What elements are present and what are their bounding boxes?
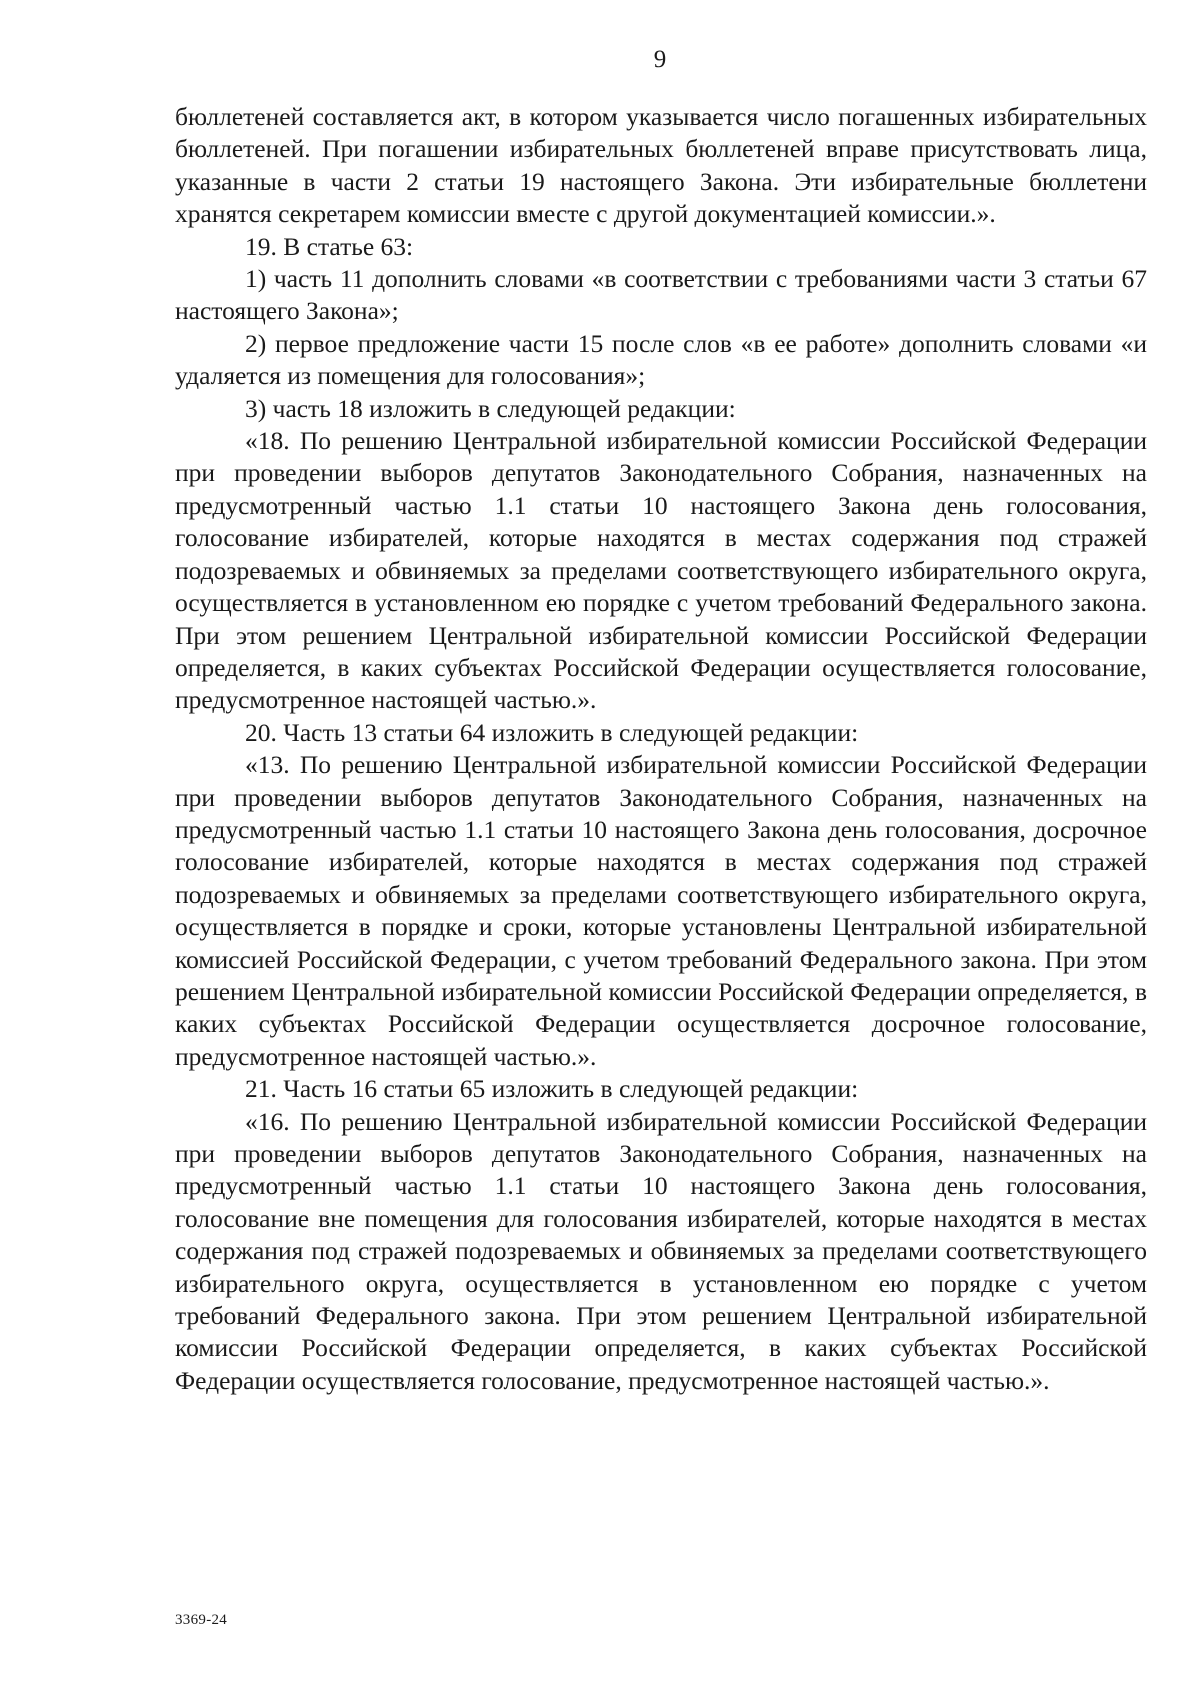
- document-code: 3369-24: [175, 1612, 228, 1628]
- paragraph-continuation: бюллетеней составляется акт, в котором указывается число погашенных избирательных бюллетеней. При погашении избирательных бюллетеней вправе присутствовать лица, указанные в части 2 статьи 19 настоящего Закона. Эти избирательные бюллетени хранятся секретарем комиссии вместе с другой документацией комиссии.».: [175, 102, 1147, 229]
- page-number: 9: [653, 46, 667, 73]
- paragraph-item-19: 19. В статье 63:: [245, 231, 414, 261]
- paragraph-quote-part-18: «18. По решению Центральной избирательной комиссии Российской Федерации при проведении выборов депутатов Законодательного Собрания, назначенных на предусмотренный частью 1.1 статьи 10 настоящего Закона день голосования, голосование избирателей, которые находятся в местах содержания под стражей подозреваемых и обвиняемых за пределами соответствующего избирательного округа, осуществляется в установленном ею порядке с учетом требований Федерального закона. При этом решением Центральной избирательной комиссии Российской Федерации определяется, в каких субъектах Российской Федерации осуществляется голосование, предусмотренное настоящей частью.».: [175, 426, 1147, 715]
- paragraph-quote-part-16: «16. По решению Центральной избирательной комиссии Российской Федерации при проведении выборов депутатов Законодательного Собрания, назначенных на предусмотренный частью 1.1 статьи 10 настоящего Закона день голосования, голосование вне помещения для голосования избирателей, которые находятся в местах содержания под стражей подозреваемых и обвиняемых за пределами соответствующего избирательного округа, осуществляется в установленном ею порядке с учетом требований Федерального закона. При этом решением Центральной избирательной комиссии Российской Федерации определяется, в каких субъектах Российской Федерации осуществляется голосование, предусмотренное настоящей частью.».: [175, 1106, 1147, 1395]
- paragraph-quote-part-13: «13. По решению Центральной избирательной комиссии Российской Федерации при проведении выборов депутатов Законодательного Собрания, назначенных на предусмотренный частью 1.1 статьи 10 настоящего Закона день голосования, досрочное голосование избирателей, которые находятся в местах содержания под стражей подозреваемых и обвиняемых за пределами соответствующего избирательного округа, осуществляется в порядке и сроки, которые установлены Центральной избирательной комиссией Российской Федерации, с учетом требований Федерального закона. При этом решением Центральной избирательной комиссии Российской Федерации определяется, в каких субъектах Российской Федерации осуществляется досрочное голосование, предусмотренное настоящей частью.».: [175, 750, 1147, 1071]
- paragraph-item-21: 21. Часть 16 статьи 65 изложить в следующей редакции:: [245, 1074, 859, 1104]
- paragraph-subitem-3: 3) часть 18 изложить в следующей редакции:: [245, 393, 736, 423]
- paragraph-item-20: 20. Часть 13 статьи 64 изложить в следующей редакции:: [245, 717, 859, 747]
- paragraph-subitem-1: 1) часть 11 дополнить словами «в соответствии с требованиями части 3 статьи 67 настоящего Закона»;: [175, 264, 1147, 326]
- document-body: [175, 101, 1147, 1397]
- paragraph-subitem-2: 2) первое предложение части 15 после слов «в ее работе» дополнить словами «и удаляется из помещения для голосования»;: [175, 328, 1147, 391]
